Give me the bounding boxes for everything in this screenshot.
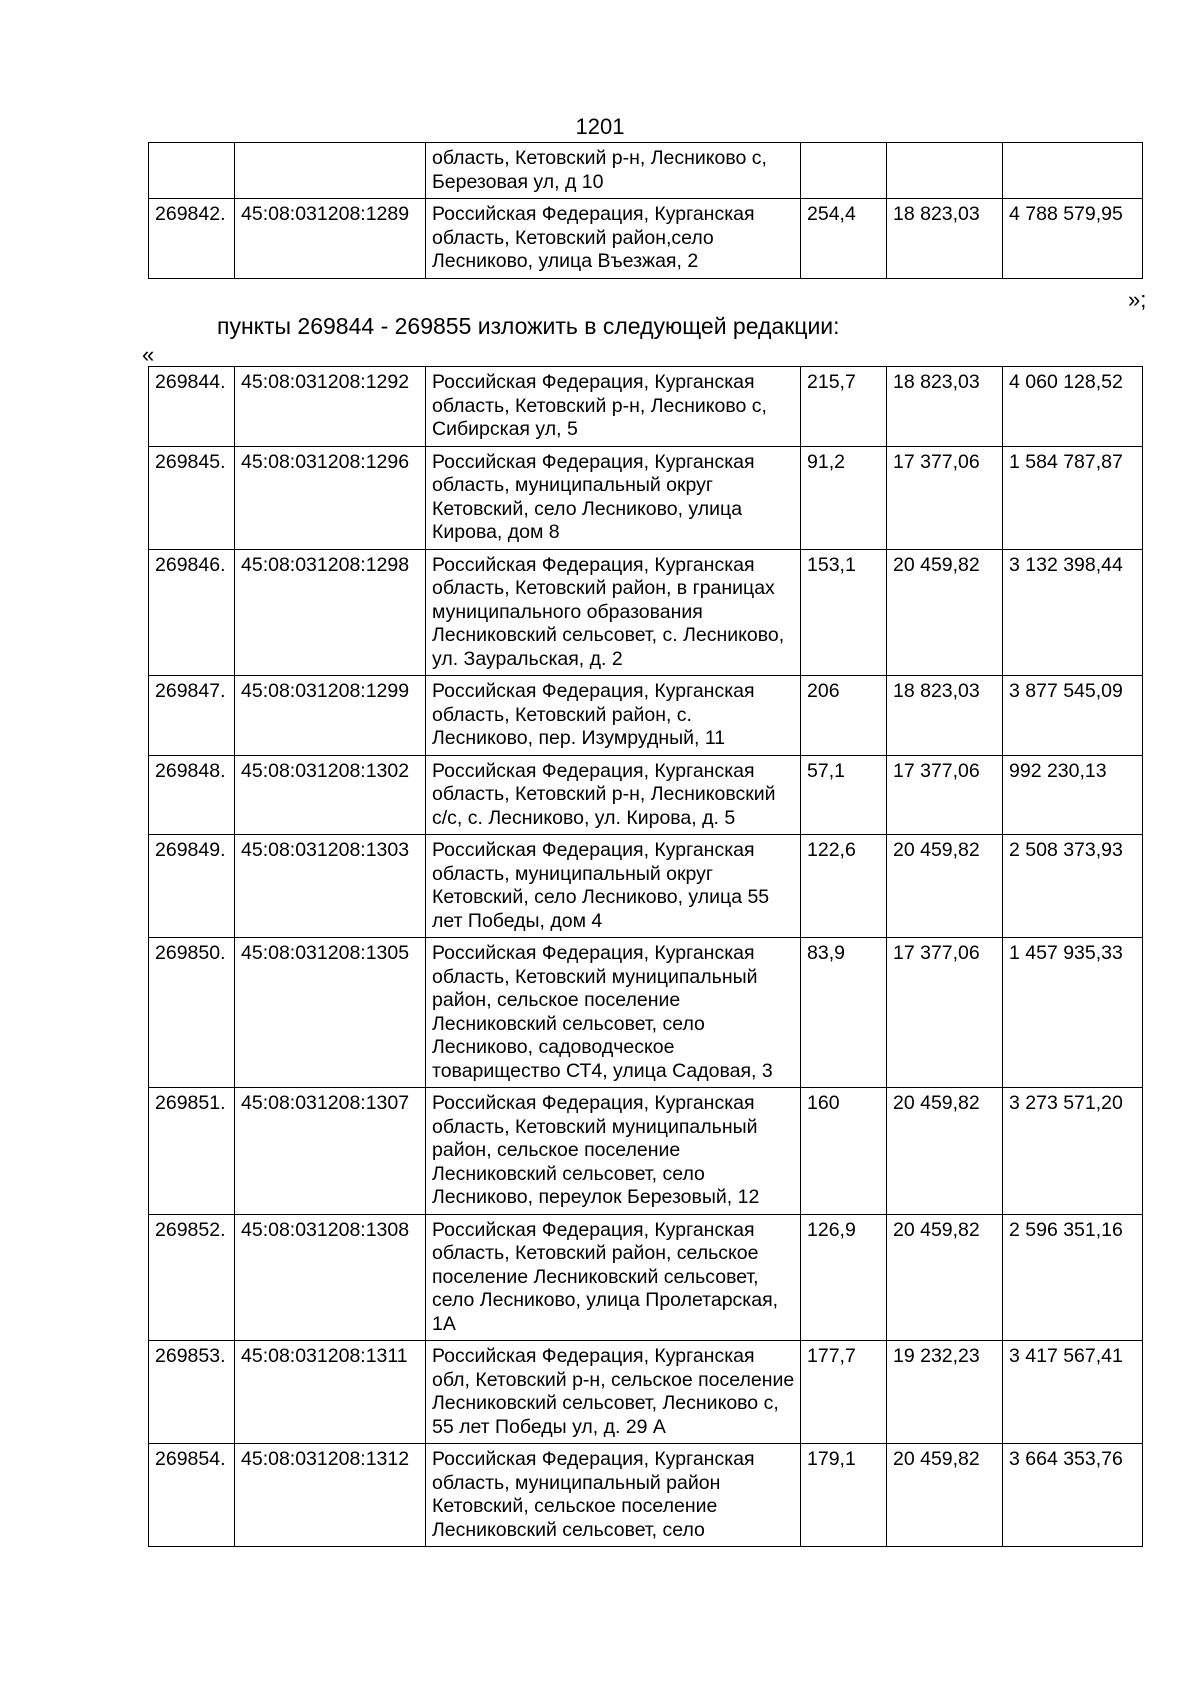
cell-area: 179,1 xyxy=(801,1444,887,1547)
cell-rate: 18 823,03 xyxy=(887,199,1003,279)
cell-cadastral-number: 45:08:031208:1292 xyxy=(235,367,426,447)
page-number: 1201 xyxy=(575,114,625,139)
cell-area: 215,7 xyxy=(801,367,887,447)
cell-address: Российская Федерация, Курганская область, муниципальный округ Кетовский, село Лесниково, улица 55 лет Победы, дом 4 xyxy=(426,835,801,938)
cell-address: Российская Федерация, Курганская область, Кетовский район, с. Лесниково, пер. Изумрудный, 11 xyxy=(426,676,801,756)
cell-cadastral-value: 2 508 373,93 xyxy=(1003,835,1143,938)
cell-cadastral-number: 45:08:031208:1311 xyxy=(235,1341,426,1444)
cell-cadastral-value: 3 417 567,41 xyxy=(1003,1341,1143,1444)
cell-item-number: 269852. xyxy=(149,1214,235,1341)
cell-item-number: 269848. xyxy=(149,755,235,835)
cell-rate: 20 459,82 xyxy=(887,1444,1003,1547)
cell-cadastral-value: 1 457 935,33 xyxy=(1003,938,1143,1088)
table-row xyxy=(149,549,1143,676)
cell-rate: 20 459,82 xyxy=(887,549,1003,676)
cell-area: 206 xyxy=(801,676,887,756)
cell-area: 254,4 xyxy=(801,199,887,279)
cell-cadastral-value: 3 664 353,76 xyxy=(1003,1444,1143,1547)
cell-item-number: 269853. xyxy=(149,1341,235,1444)
cell-address: Российская Федерация, Курганская область, муниципальный округ Кетовский, село Лесниково, улица Кирова, дом 8 xyxy=(426,446,801,549)
cell-item-number xyxy=(149,143,235,199)
cell-cadastral-number: 45:08:031208:1303 xyxy=(235,835,426,938)
cell-cadastral-number: 45:08:031208:1302 xyxy=(235,755,426,835)
cell-cadastral-value: 1 584 787,87 xyxy=(1003,446,1143,549)
table-row xyxy=(149,1444,1143,1547)
cell-rate: 18 823,03 xyxy=(887,676,1003,756)
amendment-instruction: пункты 269844 - 269855 изложить в следующей редакции: xyxy=(217,313,840,339)
table-row xyxy=(149,676,1143,756)
cell-address: Российская Федерация, Курганская область, Кетовский муниципальный район, сельское поселение Лесниковский сельсовет, село Лесниково, переулок Березовый, 12 xyxy=(426,1088,801,1215)
cell-address: Российская Федерация, Курганская область, Кетовский район, в границах муниципального образования Лесниковский сельсовет, с. Лесниково, ул. Зауральская, д. 2 xyxy=(426,549,801,676)
cell-area: 91,2 xyxy=(801,446,887,549)
cell-area: 126,9 xyxy=(801,1214,887,1341)
cell-address: Российская Федерация, Курганская область, Кетовский район,село Лесниково, улица Въезжая, 2 xyxy=(426,199,801,279)
cell-cadastral-number: 45:08:031208:1308 xyxy=(235,1214,426,1341)
table-body xyxy=(149,367,1143,1547)
cell-area: 160 xyxy=(801,1088,887,1215)
table-row xyxy=(149,1214,1143,1341)
table-amended-items xyxy=(148,366,1143,1547)
cell-cadastral-value: 3 132 398,44 xyxy=(1003,549,1143,676)
cell-cadastral-number: 45:08:031208:1298 xyxy=(235,549,426,676)
cell-address: Российская Федерация, Курганская область, Кетовский район, сельское поселение Лесниковский сельсовет, село Лесниково, улица Пролетарская, 1А xyxy=(426,1214,801,1341)
table-row xyxy=(149,199,1143,279)
cell-item-number: 269851. xyxy=(149,1088,235,1215)
cell-cadastral-number: 45:08:031208:1289 xyxy=(235,199,426,279)
cell-cadastral-value: 3 273 571,20 xyxy=(1003,1088,1143,1215)
cell-cadastral-number: 45:08:031208:1305 xyxy=(235,938,426,1088)
cell-cadastral-value: 4 060 128,52 xyxy=(1003,367,1143,447)
cell-rate: 20 459,82 xyxy=(887,835,1003,938)
cell-item-number: 269850. xyxy=(149,938,235,1088)
table-row xyxy=(149,755,1143,835)
cell-area: 83,9 xyxy=(801,938,887,1088)
cell-rate: 20 459,82 xyxy=(887,1214,1003,1341)
cell-cadastral-number: 45:08:031208:1299 xyxy=(235,676,426,756)
table-row xyxy=(149,1341,1143,1444)
cell-rate: 20 459,82 xyxy=(887,1088,1003,1215)
cell-item-number: 269846. xyxy=(149,549,235,676)
table-body xyxy=(149,143,1143,279)
cell-item-number: 269844. xyxy=(149,367,235,447)
cell-rate xyxy=(887,143,1003,199)
closing-quote: »; xyxy=(1128,287,1147,312)
table-continuation xyxy=(148,142,1143,279)
cell-cadastral-value: 992 230,13 xyxy=(1003,755,1143,835)
table-row xyxy=(149,367,1143,447)
cell-cadastral-value: 2 596 351,16 xyxy=(1003,1214,1143,1341)
cell-address: Российская Федерация, Курганская обл, Кетовский р-н, сельское поселение Лесниковский сельсовет, Лесниково с, 55 лет Победы ул, д. 29 А xyxy=(426,1341,801,1444)
cell-area: 177,7 xyxy=(801,1341,887,1444)
cell-address: Российская Федерация, Курганская область, муниципальный район Кетовский, сельское поселение Лесниковский сельсовет, село xyxy=(426,1444,801,1547)
cell-cadastral-number: 45:08:031208:1307 xyxy=(235,1088,426,1215)
cell-rate: 18 823,03 xyxy=(887,367,1003,447)
cell-item-number: 269849. xyxy=(149,835,235,938)
cell-address: Российская Федерация, Курганская область, Кетовский муниципальный район, сельское поселение Лесниковский сельсовет, село Лесниково, садоводческое товарищество СТ4, улица Садовая, 3 xyxy=(426,938,801,1088)
cell-address: Российская Федерация, Курганская область, Кетовский р-н, Лесниково с, Сибирская ул, 5 xyxy=(426,367,801,447)
cell-area: 153,1 xyxy=(801,549,887,676)
opening-quote: « xyxy=(142,342,155,367)
cell-item-number: 269847. xyxy=(149,676,235,756)
cell-cadastral-number xyxy=(235,143,426,199)
cell-cadastral-number: 45:08:031208:1312 xyxy=(235,1444,426,1547)
cell-cadastral-value: 3 877 545,09 xyxy=(1003,676,1143,756)
cell-address: область, Кетовский р-н, Лесниково с, Березовая ул, д 10 xyxy=(426,143,801,199)
cell-rate: 17 377,06 xyxy=(887,755,1003,835)
cell-area xyxy=(801,143,887,199)
table-row xyxy=(149,446,1143,549)
cell-rate: 17 377,06 xyxy=(887,446,1003,549)
cell-item-number: 269854. xyxy=(149,1444,235,1547)
cell-item-number: 269842. xyxy=(149,199,235,279)
cell-area: 122,6 xyxy=(801,835,887,938)
cell-cadastral-number: 45:08:031208:1296 xyxy=(235,446,426,549)
table-row xyxy=(149,938,1143,1088)
cell-area: 57,1 xyxy=(801,755,887,835)
cell-rate: 17 377,06 xyxy=(887,938,1003,1088)
cell-cadastral-value: 4 788 579,95 xyxy=(1003,199,1143,279)
cell-address: Российская Федерация, Курганская область, Кетовский р-н, Лесниковский с/с, с. Лесниково, ул. Кирова, д. 5 xyxy=(426,755,801,835)
table-row xyxy=(149,143,1143,199)
table-row xyxy=(149,1088,1143,1215)
table-row xyxy=(149,835,1143,938)
cell-item-number: 269845. xyxy=(149,446,235,549)
cell-cadastral-value xyxy=(1003,143,1143,199)
cell-rate: 19 232,23 xyxy=(887,1341,1003,1444)
